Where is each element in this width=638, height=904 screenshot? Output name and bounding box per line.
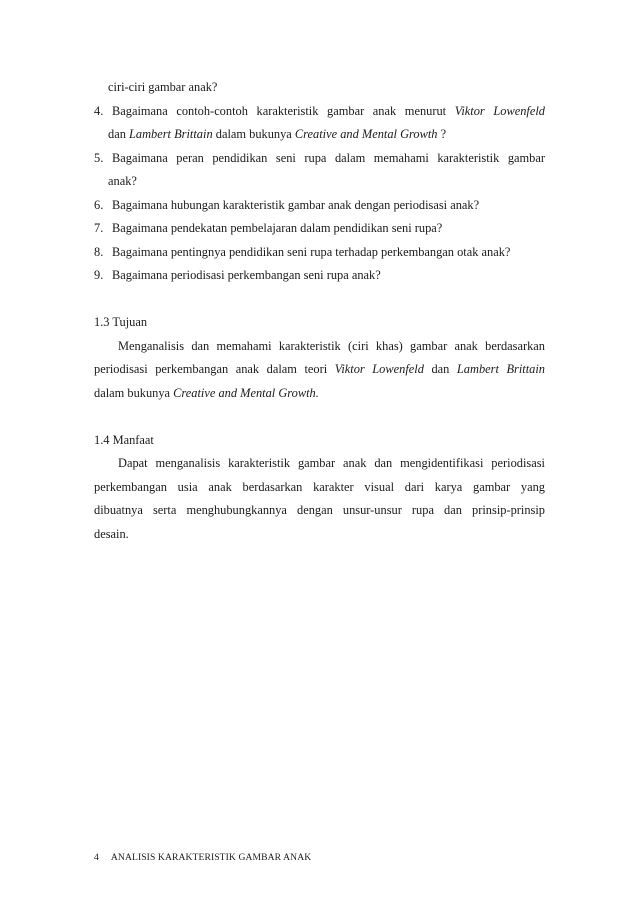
list-item-8 — [94, 241, 545, 265]
manfaat-paragraph-line-3: dibuatnya serta menghubungkannya dengan unsur-unsur rupa dan prinsip-prinsip — [94, 503, 545, 517]
section-heading-manfaat: 1.4 Manfaat — [94, 432, 154, 447]
list-item-5-line-1: Bagaimana peran pendidikan seni rupa dalam memahami karakteristik gambar — [112, 150, 545, 165]
list-item-5 — [94, 147, 545, 171]
text-run: dalam bukunya — [94, 385, 174, 400]
list-item-9 — [94, 264, 545, 288]
text-run: dan — [108, 127, 129, 141]
text-run: ? — [437, 127, 447, 141]
section-spacer — [94, 405, 545, 429]
italic-author-name: Viktor Lowenfeld — [334, 362, 424, 376]
section-spacer — [94, 288, 545, 312]
section-heading-tujuan: 1.3 Tujuan — [94, 315, 148, 329]
italic-book-title: Creative and Mental Growth. — [173, 385, 319, 400]
list-item-5-line-2: anak? — [108, 174, 137, 188]
list-item-7 — [94, 217, 545, 241]
list-item-text: Bagaimana hubungan karakteristik gambar anak dengan periodisasi anak? — [112, 197, 480, 212]
list-item-number: 5. — [94, 150, 104, 165]
list-item-4 — [94, 100, 545, 124]
italic-book-title: Creative and Mental Growth — [294, 127, 438, 141]
manfaat-paragraph-line-1: Dapat menganalisis karakteristik gambar anak dan mengidentifikasi periodisasi — [118, 456, 545, 470]
italic-author-name: Viktor Lowenfeld — [454, 103, 545, 118]
list-item-text: Bagaimana periodisasi perkembangan seni rupa anak? — [112, 268, 381, 282]
list-item-number: 8. — [94, 244, 104, 259]
text-run: Bagaimana contoh-contoh karakteristik gambar anak menurut — [112, 103, 455, 118]
running-title: ANALISIS KARAKTERISTIK GAMBAR ANAK — [110, 852, 312, 863]
list-item-number: 6. — [94, 197, 104, 212]
italic-author-name: Lambert Brittain — [129, 127, 213, 141]
list-item-text: Bagaimana pendekatan pembelajaran dalam pendidikan seni rupa? — [112, 221, 443, 235]
text-run: dalam bukunya — [212, 127, 295, 141]
list-item-number: 7. — [94, 221, 104, 235]
tujuan-paragraph-line-3 — [94, 382, 545, 406]
list-item-4-line-1 — [112, 100, 545, 124]
page-footer — [94, 852, 311, 863]
text-run: periodisasi perkembangan anak dalam teori — [94, 362, 335, 376]
list-item-3-continuation: ciri-ciri gambar anak? — [108, 80, 218, 94]
list-item-text: Bagaimana pentingnya pendidikan seni rupa terhadap perkembangan otak anak? — [112, 244, 511, 259]
page-body — [94, 76, 545, 546]
page-number: 4 — [94, 852, 99, 863]
list-item-4-line-2 — [94, 123, 545, 147]
text-run: dan — [423, 362, 457, 376]
list-item-6 — [94, 194, 545, 218]
tujuan-paragraph-line-2 — [94, 358, 545, 382]
list-item-number: 4. — [94, 103, 104, 118]
manfaat-paragraph-line-2: perkembangan usia anak berdasarkan karakter visual dari karya gambar yang — [94, 479, 545, 494]
tujuan-paragraph-line-1: Menganalisis dan memahami karakteristik (ciri khas) gambar anak berdasarkan — [118, 338, 545, 353]
italic-author-name: Lambert Brittain — [456, 362, 545, 376]
list-item-number: 9. — [94, 268, 104, 282]
manfaat-paragraph-line-4: desain. — [94, 526, 129, 541]
